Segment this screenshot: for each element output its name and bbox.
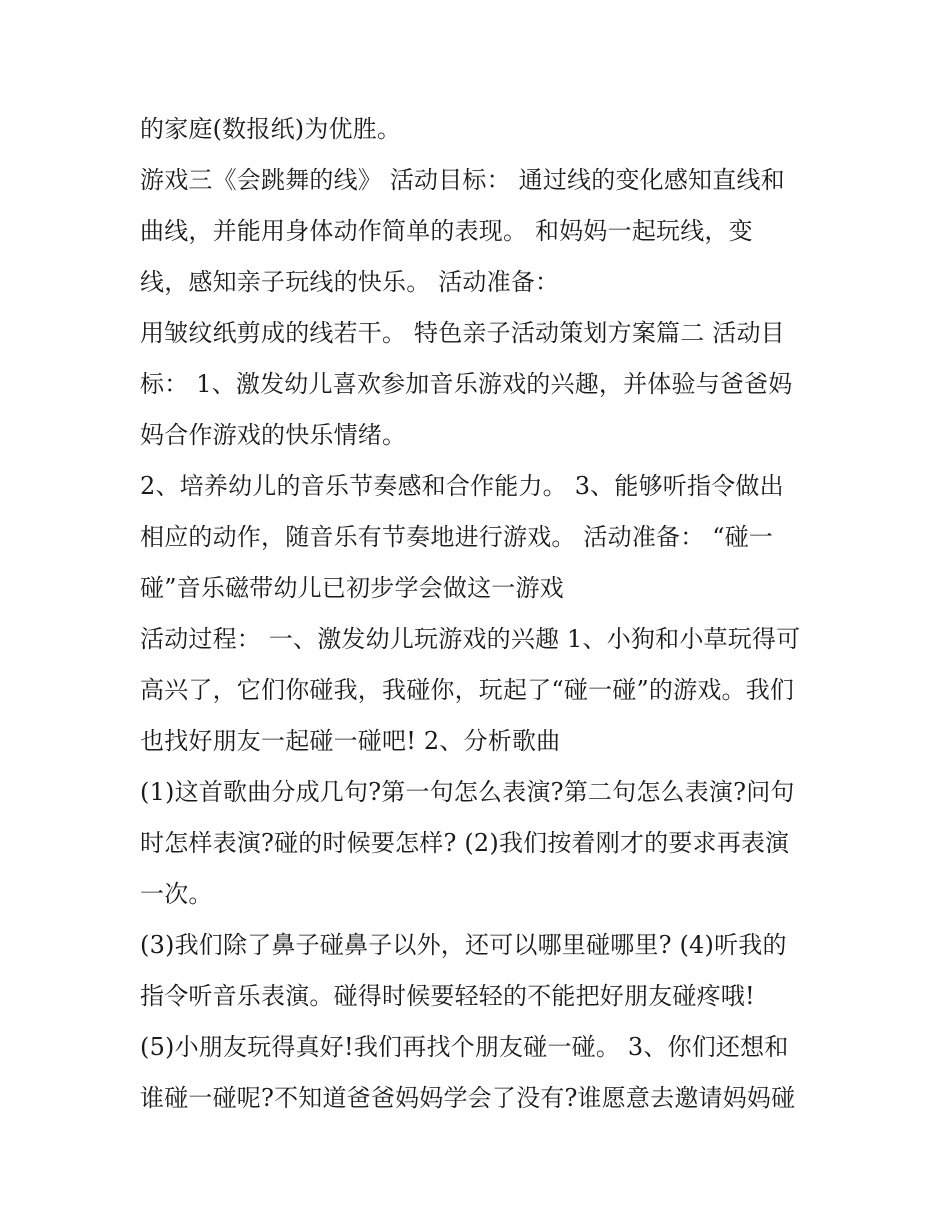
text-line-9: 相应的动作，随音乐有节奏地进行游戏。 活动准备： “碰一 <box>140 523 774 551</box>
text-line-14: (1)这首歌曲分成几句?第一句怎么表演?第二句怎么表演?问句 <box>140 778 795 806</box>
text-line-19: (5)小朋友玩得真好!我们再找个朋友碰一碰。 3、你们还想和 <box>140 1033 789 1061</box>
text-line-13: 也找好朋友一起碰一碰吧! 2、分析歌曲 <box>140 727 561 755</box>
text-line-16: 一次。 <box>140 880 213 908</box>
text-line-18: 指令听音乐表演。碰得时候要轻轻的不能把好朋友碰疼哦! <box>140 982 755 1010</box>
document-body <box>140 104 820 1124</box>
text-line-7: 妈合作游戏的快乐情绪。 <box>140 421 407 449</box>
text-line-1: 的家庭(数报纸)为优胜。 <box>140 115 402 143</box>
text-line-20: 谁碰一碰呢?不知道爸爸妈妈学会了没有?谁愿意去邀请妈妈碰 <box>140 1084 796 1112</box>
text-line-15: 时怎样表演?碰的时候要怎样? (2)我们按着刚才的要求再表演 <box>140 829 790 857</box>
text-line-12: 高兴了，它们你碰我，我碰你，玩起了“碰一碰”的游戏。我们 <box>140 676 795 704</box>
text-line-5: 用皱纹纸剪成的线若干。 特色亲子活动策划方案篇二 活动目 <box>140 319 785 347</box>
text-line-10: 碰”音乐磁带幼儿已初步学会做这一游戏 <box>140 574 564 602</box>
text-line-11: 活动过程： 一、激发幼儿玩游戏的兴趣 1、小狗和小草玩得可 <box>140 625 801 653</box>
text-line-6: 标： 1、激发幼儿喜欢参加音乐游戏的兴趣，并体验与爸爸妈 <box>140 370 793 398</box>
text-line-17: (3)我们除了鼻子碰鼻子以外，还可以哪里碰哪里? (4)听我的 <box>140 931 787 959</box>
text-line-8: 2、培养幼儿的音乐节奏感和合作能力。 3、能够听指令做出 <box>140 472 784 500</box>
text-line-2: 游戏三《会跳舞的线》 活动目标： 通过线的变化感知直线和 <box>140 166 785 194</box>
text-line-3: 曲线，并能用身体动作简单的表现。 和妈妈一起玩线，变 <box>140 217 753 245</box>
text-line-4: 线，感知亲子玩线的快乐。 活动准备： <box>140 268 560 296</box>
